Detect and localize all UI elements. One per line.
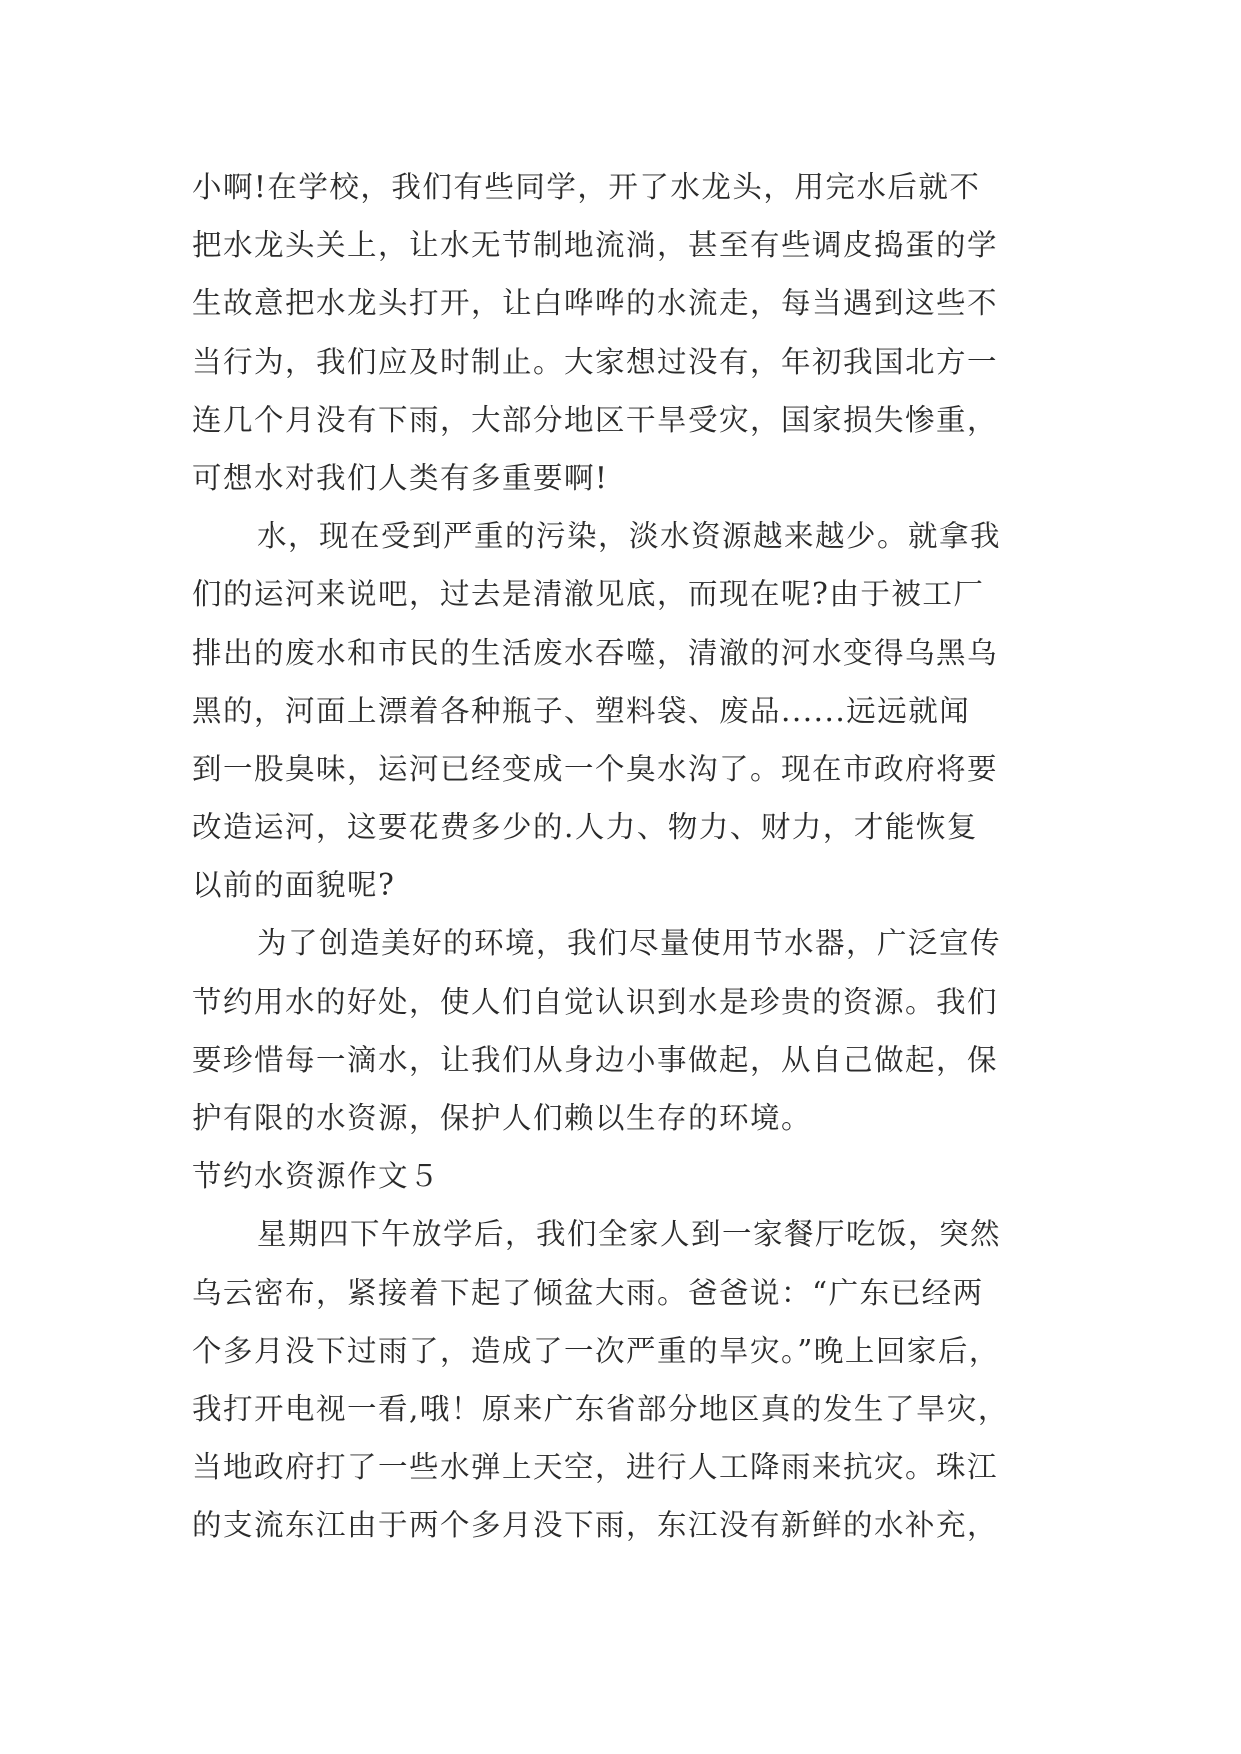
text-line: 把水龙头关上，让水无节制地流淌，甚至有些调皮捣蛋的学 — [192, 228, 999, 263]
section-title: 节约水资源作文５ — [192, 1159, 441, 1194]
text-line: 我打开电视一看,哦！原来广东省部分地区真的发生了旱灾， — [192, 1391, 1009, 1426]
text-line: 当地政府打了一些水弹上天空，进行人工降雨来抗灾。珠江 — [192, 1450, 999, 1485]
text-line: 改造运河，这要花费多少的.人力、物力、财力，才能恢复 — [192, 810, 978, 845]
text-line: 乌云密布，紧接着下起了倾盆大雨。爸爸说：“广东已经两 — [192, 1275, 984, 1310]
paragraph-3 — [192, 914, 1052, 1147]
text-line: 护有限的水资源，保护人们赖以生存的环境。 — [192, 1101, 813, 1135]
text-line: 节约用水的好处，使人们自觉认识到水是珍贵的资源。我们 — [192, 984, 999, 1019]
document-page — [192, 158, 1052, 1555]
text-line: 排出的废水和市民的生活废水吞噬，清澈的河水变得乌黑乌 — [192, 635, 999, 670]
text-line: 生故意把水龙头打开，让白哗哗的水流走，每当遇到这些不 — [192, 286, 999, 321]
text-line: 以前的面貌呢? — [192, 868, 396, 903]
text-line: 的支流东江由于两个多月没下雨，东江没有新鲜的水补充， — [192, 1508, 999, 1543]
text-line: 个多月没下过雨了，造成了一次严重的旱灾。”晚上回家后， — [192, 1333, 1000, 1368]
text-line: 们的运河来说吧，过去是清澈见底，而现在呢?由于被工厂 — [192, 577, 985, 612]
text-line: 可想水对我们人类有多重要啊! — [192, 460, 609, 495]
text-line: 到一股臭味，运河已经变成一个臭水沟了。现在市政府将要 — [192, 751, 999, 786]
paragraph-4 — [192, 1205, 1052, 1554]
paragraph-1 — [192, 158, 1052, 507]
paragraph-2 — [192, 507, 1052, 914]
text-line: 要珍惜每一滴水，让我们从身边小事做起，从自己做起，保 — [192, 1042, 999, 1077]
text-line: 当行为，我们应及时制止。大家想过没有，年初我国北方一 — [192, 344, 999, 379]
text-line: 为了创造美好的环境，我们尽量使用节水器，广泛宣传 — [257, 926, 1002, 961]
text-line: 水，现在受到严重的污染，淡水资源越来越少。就拿我 — [257, 519, 1002, 554]
text-line: 连几个月没有下雨，大部分地区干旱受灾，国家损失惨重， — [192, 402, 999, 437]
text-line: 星期四下午放学后，我们全家人到一家餐厅吃饭，突然 — [257, 1217, 1002, 1252]
text-line: 小啊!在学校，我们有些同学，开了水龙头，用完水后就不 — [192, 170, 981, 204]
text-line: 黑的，河面上漂着各种瓶子、塑料袋、废品......远远就闻 — [192, 693, 971, 728]
